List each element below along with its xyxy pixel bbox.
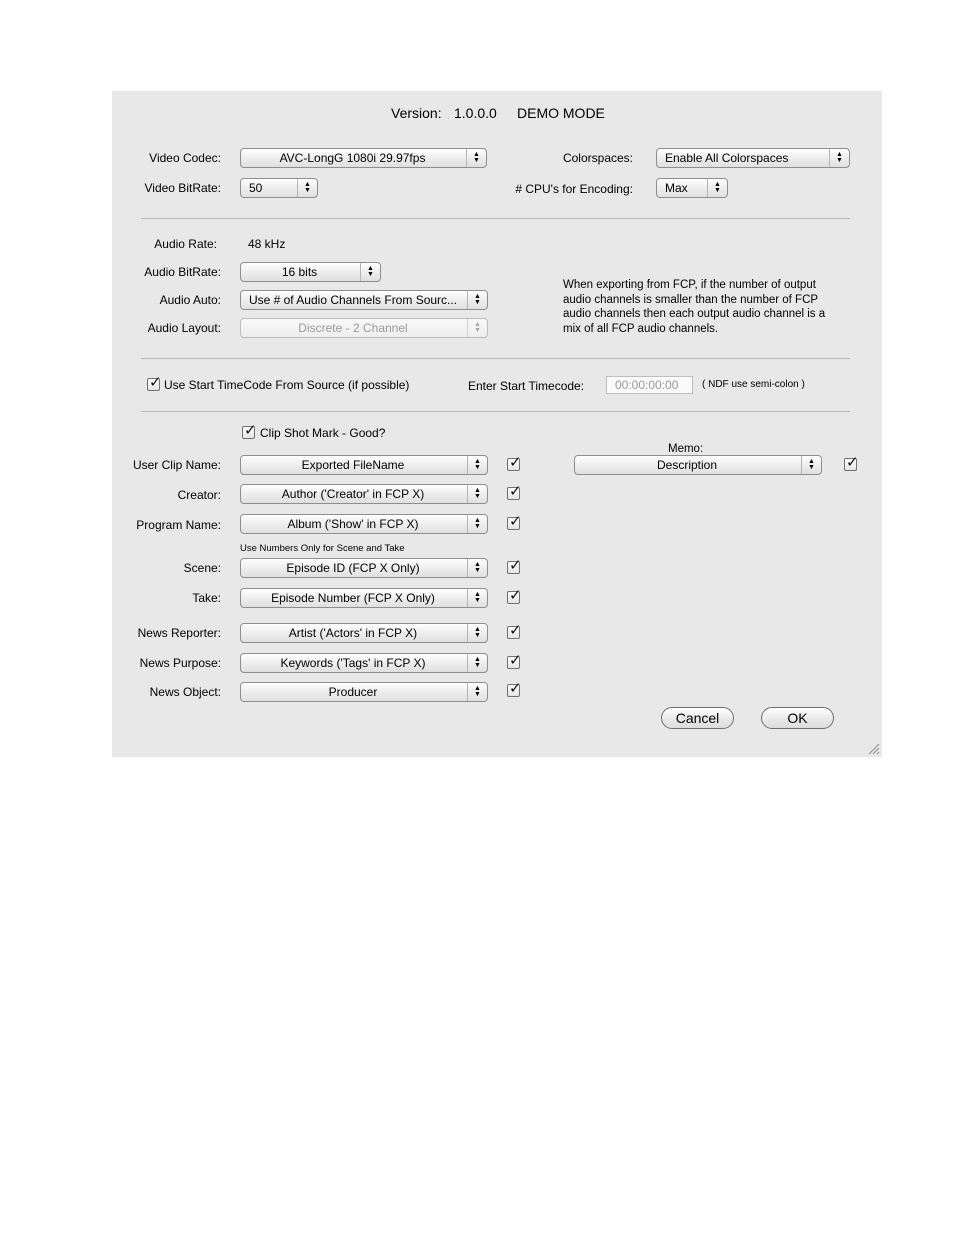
audio-channels-note: When exporting from FCP, if the number of output audio channels is smaller than the number of FCP audio channels then each output audio channel is a mix of all FCP audio channels. [563,279,826,335]
checkmark-icon: ✓ [509,483,522,500]
audio-auto-label: Audio Auto: [159,293,221,307]
creator-checkbox[interactable] [507,483,522,500]
audio-layout-value: Discrete - 2 Channel [298,321,408,335]
memo-popup[interactable] [574,455,822,475]
audio-auto-popup[interactable] [240,290,488,310]
popup-arrows-icon: ▲ ▼ [467,515,487,533]
checkmark-icon: ✓ [244,422,257,439]
popup-arrows-icon: ▲ ▼ [467,559,487,577]
video-codec-value: AVC-LongG 1080i 29.97fps [279,151,426,165]
checkmark-icon: ✓ [509,680,522,697]
popup-arrows-icon: ▲ ▼ [467,683,487,701]
program-name-value: Album ('Show' in FCP X) [287,517,419,531]
export-settings-dialog [112,91,882,757]
popup-arrows-icon: ▲ ▼ [360,263,380,281]
creator-label: Creator: [177,488,221,502]
video-bitrate-popup[interactable] [240,178,318,198]
memo-label: Memo: [668,443,704,455]
news-object-checkbox[interactable] [507,680,522,697]
checkmark-icon: ✓ [509,557,522,574]
checkmark-icon: ✓ [509,454,522,471]
version-label: Version: [391,105,442,121]
news-object-label: News Object: [149,685,221,699]
audio-layout-label: Audio Layout: [147,321,221,335]
audio-bitrate-popup[interactable] [240,262,381,282]
audio-auto-value: Use # of Audio Channels From Sourc... [248,293,458,307]
memo-value: Description [656,458,718,472]
popup-arrows-icon: ▲ ▼ [467,485,487,503]
video-codec-label: Video Codec: [149,151,221,165]
audio-rate-value: 48 kHz [248,237,286,251]
cpus-value: Max [665,181,688,195]
clip-shot-mark-checkbox[interactable] [242,422,257,439]
take-popup[interactable] [240,588,488,608]
news-reporter-label: News Reporter: [137,626,221,640]
take-value: Episode Number (FCP X Only) [271,591,435,605]
news-purpose-value: Keywords ('Tags' in FCP X) [280,656,426,670]
news-reporter-popup[interactable] [240,623,488,643]
ndf-hint: ( NDF use semi-colon ) [702,379,805,390]
start-timecode-input[interactable]: 00:00:00:00 [606,376,693,394]
popup-arrows-icon: ▲ ▼ [801,456,821,474]
popup-arrows-icon: ▲ ▼ [707,179,727,197]
user-clip-name-label: User Clip Name: [132,458,221,472]
checkmark-icon: ✓ [509,652,522,669]
program-name-label: Program Name: [136,518,221,532]
popup-arrows-icon: ▲ ▼ [467,624,487,642]
scene-popup[interactable] [240,558,488,578]
cpus-label: # CPU's for Encoding: [515,182,633,196]
demo-mode-label: DEMO MODE [517,105,605,121]
creator-value: Author ('Creator' in FCP X) [281,487,425,501]
audio-bitrate-label: Audio BitRate: [144,265,221,279]
resize-grip-icon[interactable] [868,743,880,755]
checkmark-icon: ✓ [509,513,522,530]
creator-popup[interactable] [240,484,488,504]
checkmark-icon: ✓ [149,374,162,391]
user-clip-name-popup[interactable] [240,455,488,475]
audio-rate-label: Audio Rate: [154,237,217,251]
audio-bitrate-value: 16 bits [281,265,318,279]
colorspaces-label: Colorspaces: [562,151,633,165]
news-purpose-label: News Purpose: [139,656,221,670]
scene-value: Episode ID (FCP X Only) [286,561,420,575]
audio-layout-popup[interactable] [240,318,488,338]
popup-arrows-icon: ▲ ▼ [467,654,487,672]
checkmark-icon: ✓ [509,587,522,604]
numbers-only-note: Use Numbers Only for Scene and Take [240,543,405,554]
version-value: 1.0.0.0 [454,105,497,121]
use-source-timecode-checkbox[interactable] [147,374,162,391]
news-object-value: Producer [328,685,378,699]
popup-arrows-icon: ▲ ▼ [467,319,487,337]
news-object-popup[interactable] [240,682,488,702]
memo-checkbox[interactable] [844,454,859,471]
program-name-popup[interactable] [240,514,488,534]
checkmark-icon: ✓ [846,454,859,471]
news-purpose-popup[interactable] [240,653,488,673]
popup-arrows-icon: ▲ ▼ [466,149,486,167]
cpus-popup[interactable] [656,178,728,198]
colorspaces-value: Enable All Colorspaces [665,151,789,165]
popup-arrows-icon: ▲ ▼ [829,149,849,167]
news-reporter-value: Artist ('Actors' in FCP X) [288,626,418,640]
video-bitrate-value: 50 [249,181,263,195]
ok-button[interactable]: OK [761,707,834,729]
popup-arrows-icon: ▲ ▼ [467,456,487,474]
news-reporter-checkbox[interactable] [507,622,522,639]
separator [141,218,850,219]
popup-arrows-icon: ▲ ▼ [467,589,487,607]
separator [141,358,850,359]
popup-arrows-icon: ▲ ▼ [297,179,317,197]
separator [141,411,850,412]
scene-checkbox[interactable] [507,557,522,574]
video-codec-popup[interactable] [240,148,487,168]
take-checkbox[interactable] [507,587,522,604]
clip-shot-mark-label: Clip Shot Mark - Good? [260,426,386,440]
scene-label: Scene: [183,561,221,575]
user-clip-name-value: Exported FileName [301,458,405,472]
user-clip-name-checkbox[interactable] [507,454,522,471]
take-label: Take: [192,591,221,605]
cancel-button[interactable]: Cancel [661,707,734,729]
news-purpose-checkbox[interactable] [507,652,522,669]
program-name-checkbox[interactable] [507,513,522,530]
start-timecode-label: Enter Start Timecode: [468,379,585,393]
use-source-timecode-label: Use Start TimeCode From Source (if possible) [164,378,410,392]
video-bitrate-label: Video BitRate: [144,181,221,195]
popup-arrows-icon: ▲ ▼ [467,291,487,309]
colorspaces-popup[interactable] [656,148,850,168]
checkmark-icon: ✓ [509,622,522,639]
